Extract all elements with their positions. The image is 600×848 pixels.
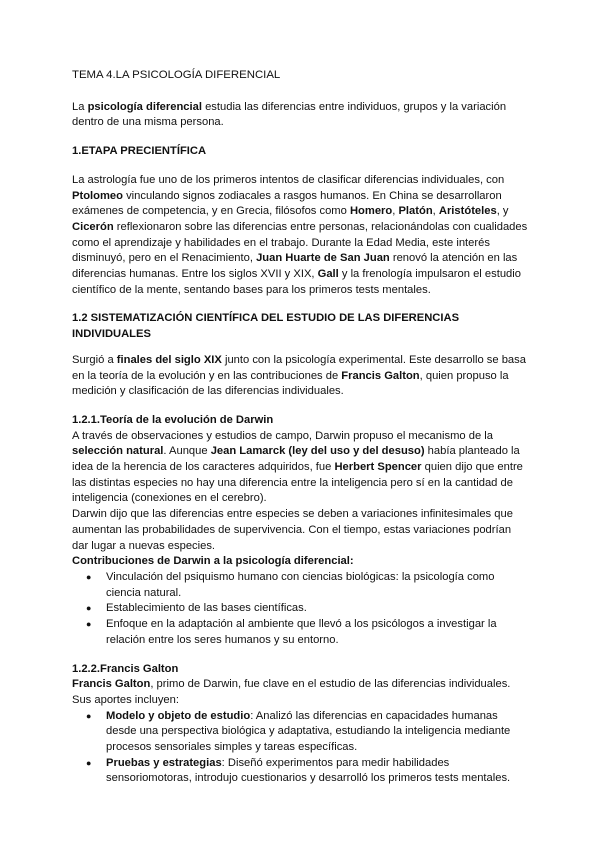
bold-text: Jean Lamarck (ley del uso y del desuso) [210, 445, 425, 458]
darwin-contributions-heading: Contribuciones de Darwin a la psicología diferencial: [72, 555, 354, 568]
darwin-contributions-list [72, 570, 528, 649]
list-item: ● Enfoque en la adaptación al ambiente que llevó a los psicólogos a investigar la relación entre los seres humanos y su entorno. [72, 617, 528, 648]
list-item: ● Establecimiento de las bases científicas. [72, 601, 528, 617]
bold-text: Juan Huarte de San Juan [256, 252, 390, 265]
bold-text: psicología diferencial [87, 100, 202, 113]
bold-text: Herbert Spencer [334, 461, 422, 474]
galton-contributions-list [72, 709, 528, 788]
intro-paragraph: La psicología diferencial estudia las diferencias entre individuos, grupos y la variación dentro de una misma persona. [72, 100, 507, 129]
section-1-2-heading: 1.2 SISTEMATIZACIÓN CIENTÍFICA DEL ESTUDIO DE LAS DIFERENCIAS INDIVIDUALES [72, 312, 460, 341]
bold-text: Platón [398, 205, 433, 218]
bold-text: Pruebas y estrategias [106, 756, 222, 769]
section-1-heading: 1.ETAPA PRECIENTÍFICA [72, 145, 207, 158]
list-item: ● Vinculación del psiquismo humano con ciencias biológicas: la psicología como ciencia natural. [72, 570, 528, 601]
darwin-paragraph-2: Darwin dijo que las diferencias entre especies se deben a variaciones infinitesimales que aumentan las probabilidades de supervivencia. Con el tiempo, estas variaciones podrían dar lugar a nuevas especies. [72, 508, 513, 552]
section-1-2-2-heading: 1.2.2.Francis Galton [72, 662, 179, 675]
section-1-paragraph: La astrología fue uno de los primeros intentos de clasificar diferencias individuales, con Ptolomeo vinculando signos zodiacales a rasgos humanos. En China se desarrollaron exámenes de competencia, y en Grecia, filósofos como Homero, Platón, Aristóteles, y Cicerón reflexionaron sobre las diferencias entre personas, relacionándolas con cualidades como el aprendizaje y habilidades en el trabajo. Durante la Edad Media, este interés disminuyó, pero en el Renacimiento, Juan Huarte de San Juan renovó la atención en las diferencias humanas. Entre los siglos XVII y XIX, Gall y la frenología impulsaron el estudio científico de la mente, sentando bases para los primeros tests mentales. [72, 173, 528, 296]
bold-text: Aristóteles [438, 205, 497, 218]
bold-text: selección natural [72, 445, 164, 458]
section-1-2-1-heading: 1.2.1.Teoría de la evolución de Darwin [72, 413, 274, 426]
section-1-2-paragraph: Surgió a finales del siglo XIX junto con la psicología experimental. Este desarrollo se basa en la teoría de la evolución y en las contribuciones de Francis Galton, quien propuso la medición y clasificación de las diferencias individuales. [72, 353, 526, 398]
bold-text: Homero [349, 205, 393, 218]
document-content [72, 68, 528, 787]
list-item: ● Modelo y objeto de estudio: Analizó las diferencias en capacidades humanas desde una perspectiva biológica y adaptativa, estudiando la inteligencia mediante procesos sensoriales simples y tareas específicas. [72, 709, 528, 756]
galton-paragraph: Francis Galton, primo de Darwin, fue clave en el estudio de las diferencias individuales. Sus aportes incluyen: [72, 678, 511, 706]
bold-text: Francis Galton [72, 678, 151, 691]
page-title: TEMA 4.LA PSICOLOGÍA DIFERENCIAL [72, 69, 281, 81]
bold-text: Gall [317, 268, 339, 281]
list-item: ● Pruebas y estrategias: Diseñó experimentos para medir habilidades sensoriomotoras, introdujo cuestionarios y desarrolló los primeros tests mentales. [72, 756, 528, 787]
bold-text: Francis Galton [341, 369, 420, 382]
bold-text: finales del siglo XIX [116, 353, 222, 366]
bold-text: Modelo y objeto de estudio [106, 709, 251, 722]
darwin-paragraph-1: A través de observaciones y estudios de campo, Darwin propuso el mecanismo de la selección natural. Aunque Jean Lamarck (ley del uso y del desuso) había planteado la idea de la herencia de los caracteres adquiridos, fue Herbert Spencer quien dijo que entre las distintas especies no hay una diferencia entre la inteligencia pero sí en la cantidad de inteligencia (conexiones en el cerebro). [72, 429, 523, 505]
bold-text: Cicerón [72, 220, 114, 233]
bold-text: Ptolomeo [72, 189, 123, 202]
